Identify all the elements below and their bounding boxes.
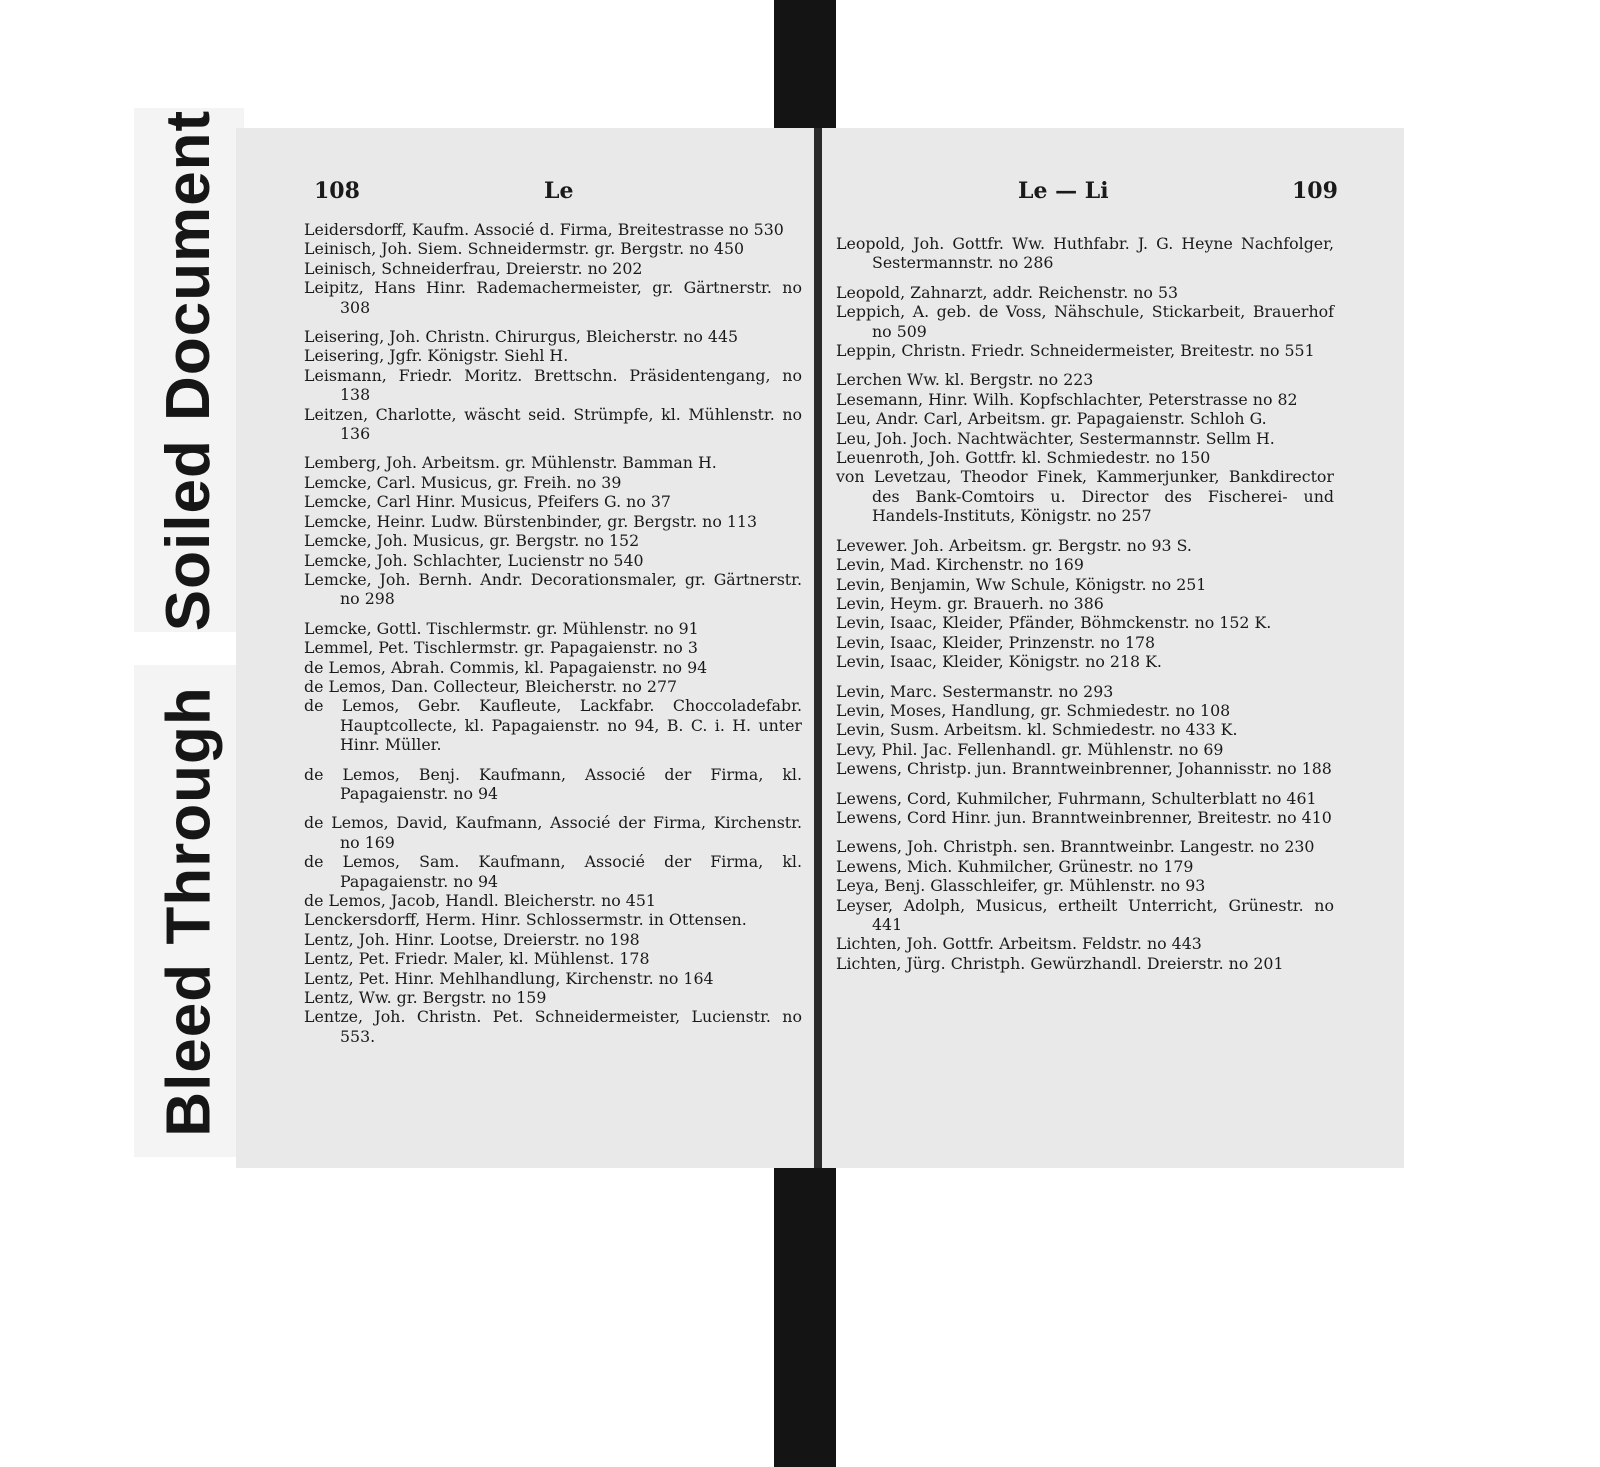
directory-entry: Lerchen Ww. kl. Bergstr. no 223 [836, 370, 1094, 390]
binding-strip-top [774, 0, 836, 138]
soiled-document-label [134, 108, 244, 632]
directory-entry: Leisering, Jgfr. Königstr. Siehl H. [304, 346, 569, 366]
directory-entry: Levy, Phil. Jac. Fellenhandl. gr. Mühlenstr. no 69 [836, 739, 1224, 759]
directory-entry: Leyser, Adolph, Musicus, ertheilt Unterricht, Grünestr. no 441 [836, 895, 1334, 934]
directory-entry: Lemcke, Joh. Musicus, gr. Bergstr. no 152 [304, 531, 640, 551]
directory-entry: de Lemos, Jacob, Handl. Bleicherstr. no 451 [304, 891, 656, 910]
directory-entry: Leinisch, Schneiderfrau, Dreierstr. no 202 [304, 258, 643, 278]
directory-entry: Lemmel, Pet. Tischlermstr. gr. Papagaienstr. no 3 [304, 638, 698, 658]
directory-entry: Leisering, Joh. Christn. Chirurgus, Bleicherstr. no 445 [304, 327, 739, 347]
binding-strip-bottom [774, 1162, 836, 1467]
directory-entry: Lenckersdorff, Herm. Hinr. Schlossermstr. in Ottensen. [304, 910, 747, 930]
directory-entry: Lentze, Joh. Christn. Pet. Schneidermeister, Lucienstr. no 553. [304, 1007, 802, 1046]
directory-entry: von Levetzau, Theodor Finek, Kammerjunker, Bankdirector des Bank-Comtoirs u. Director des Fischerei- und Handels-Instituts, Königstr. no 257 [836, 467, 1334, 526]
directory-entry: Lentz, Joh. Hinr. Lootse, Dreierstr. no 198 [304, 929, 640, 949]
directory-entry: Lemcke, Gottl. Tischlermstr. gr. Mühlenstr. no 91 [304, 618, 699, 638]
directory-entry: Lemcke, Carl. Musicus, gr. Freih. no 39 [304, 472, 622, 492]
right-entries-list [836, 234, 1334, 973]
directory-entry: Lewens, Cord Hinr. jun. Branntweinbrenner, Breitestr. no 410 [836, 807, 1332, 827]
right-page-number: 109 [1292, 178, 1338, 204]
directory-entry: Leopold, Zahnarzt, addr. Reichenstr. no 53 [836, 282, 1179, 302]
directory-entry: de Lemos, Abrah. Commis, kl. Papagaienstr. no 94 [304, 657, 708, 677]
directory-entry: de Lemos, Dan. Collecteur, Bleicherstr. no 277 [304, 676, 678, 696]
soiled-document-text: Soiled Document [154, 109, 224, 631]
directory-entry: Leopold, Joh. Gottfr. Ww. Huthfabr. J. G. Heyne Nachfolger, Sestermannstr. no 286 [836, 234, 1334, 273]
directory-entry: Levin, Isaac, Kleider, Königstr. no 218 K. [836, 652, 1162, 672]
left-page [236, 128, 816, 1168]
directory-entry: Leinisch, Joh. Siem. Schneidermstr. gr. Bergstr. no 450 [304, 239, 745, 259]
directory-entry: Levin, Isaac, Kleider, Pfänder, Böhmckenstr. no 152 K. [836, 613, 1272, 633]
directory-entry: de Lemos, David, Kaufmann, Associé der Firma, Kirchenstr. no 169 [304, 813, 802, 852]
directory-entry: Leppich, A. geb. de Voss, Nähschule, Stickarbeit, Brauerhof no 509 [836, 302, 1334, 341]
right-running-head: Le — Li [1018, 178, 1109, 204]
directory-entry: Lentz, Ww. gr. Bergstr. no 159 [304, 988, 547, 1008]
left-entries-list [304, 220, 802, 1046]
directory-entry: Levin, Susm. Arbeitsm. kl. Schmiedestr. no 433 K. [836, 720, 1238, 740]
bleed-through-text: Bleed Through [154, 685, 224, 1137]
right-page [822, 128, 1404, 1168]
directory-entry: Levin, Marc. Sestermanstr. no 293 [836, 681, 1114, 701]
directory-entry: Lemcke, Joh. Schlachter, Lucienstr no 540 [304, 550, 644, 570]
directory-entry: Lewens, Mich. Kuhmilcher, Grünestr. no 179 [836, 856, 1194, 876]
left-running-head: Le [544, 178, 574, 204]
directory-entry: Leya, Benj. Glasschleifer, gr. Mühlenstr. no 93 [836, 876, 1206, 896]
directory-entry: Leu, Andr. Carl, Arbeitsm. gr. Papagaienstr. Schloh G. [836, 409, 1267, 429]
left-page-number: 108 [314, 178, 360, 204]
directory-entry: Levewer. Joh. Arbeitsm. gr. Bergstr. no 93 S. [836, 535, 1192, 555]
directory-entry: Levin, Heym. gr. Brauerh. no 386 [836, 593, 1104, 613]
directory-entry: Lemcke, Heinr. Ludw. Bürstenbinder, gr. Bergstr. no 113 [304, 511, 758, 531]
directory-entry: Lemberg, Joh. Arbeitsm. gr. Mühlenstr. Bamman H. [304, 453, 717, 473]
directory-entry: Lewens, Cord, Kuhmilcher, Fuhrmann, Schulterblatt no 461 [836, 788, 1317, 808]
directory-entry: Lentz, Pet. Friedr. Maler, kl. Mühlenst. 178 [304, 949, 650, 969]
directory-entry: Levin, Mad. Kirchenstr. no 169 [836, 555, 1084, 575]
directory-entry: Lewens, Joh. Christph. sen. Branntweinbr. Langestr. no 230 [836, 837, 1315, 857]
directory-entry: Lichten, Jürg. Christph. Gewürzhandl. Dreierstr. no 201 [836, 953, 1284, 973]
directory-entry: Leppin, Christn. Friedr. Schneidermeister, Breitestr. no 551 [836, 341, 1315, 361]
directory-entry: Lentz, Pet. Hinr. Mehlhandlung, Kirchenstr. no 164 [304, 968, 714, 988]
directory-entry: Lemcke, Carl Hinr. Musicus, Pfeifers G. no 37 [304, 492, 671, 512]
directory-entry: Lemcke, Joh. Bernh. Andr. Decorationsmaler, gr. Gärtnerstr. no 298 [304, 569, 802, 609]
directory-entry: Leismann, Friedr. Moritz. Brettschn. Präsidentengang, no 138 [304, 365, 802, 405]
directory-entry: Leipitz, Hans Hinr. Rademachermeister, gr. Gärtnerstr. no 308 [304, 278, 802, 317]
directory-entry: Levin, Benjamin, Ww Schule, Königstr. no 251 [836, 574, 1207, 594]
directory-entry: Lesemann, Hinr. Wilh. Kopfschlachter, Peterstrasse no 82 [836, 389, 1298, 409]
directory-entry: Leidersdorff, Kaufm. Associé d. Firma, Breitestrasse no 530 [304, 220, 784, 239]
directory-entry: Lichten, Joh. Gottfr. Arbeitsm. Feldstr. no 443 [836, 934, 1202, 954]
directory-entry: Leu, Joh. Joch. Nachtwächter, Sestermannstr. Sellm H. [836, 428, 1275, 448]
directory-entry: Levin, Moses, Handlung, gr. Schmiedestr. no 108 [836, 700, 1231, 720]
directory-entry: de Lemos, Sam. Kaufmann, Associé der Firma, kl. Papagaienstr. no 94 [304, 852, 802, 891]
directory-entry: Levin, Isaac, Kleider, Prinzenstr. no 178 [836, 632, 1156, 652]
directory-entry: Lewens, Christp. jun. Branntweinbrenner, Johannisstr. no 188 [836, 759, 1332, 779]
directory-entry: Leuenroth, Joh. Gottfr. kl. Schmiedestr. no 150 [836, 448, 1211, 468]
directory-entry: de Lemos, Benj. Kaufmann, Associé der Firma, kl. Papagaienstr. no 94 [304, 764, 802, 803]
directory-entry: de Lemos, Gebr. Kaufleute, Lackfabr. Choccoladefabr. Hauptcollecte, kl. Papagaienstr. no 94, B. C. i. H. unter Hinr. Müller. [304, 696, 802, 755]
bleed-through-label [134, 665, 244, 1157]
directory-entry: Leitzen, Charlotte, wäscht seid. Strümpfe, kl. Mühlenstr. no 136 [304, 404, 802, 444]
